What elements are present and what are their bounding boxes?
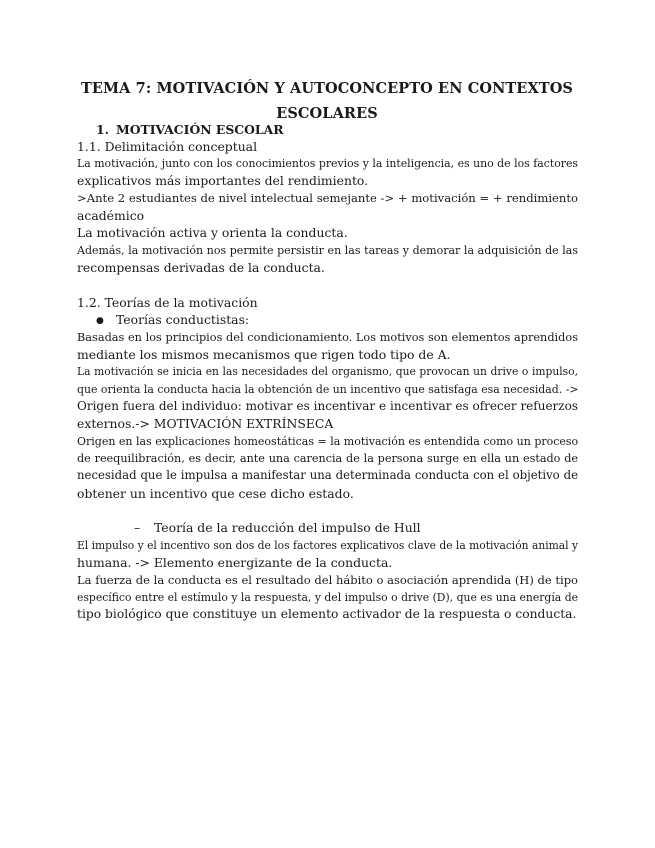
paragraph-line: académico (77, 208, 145, 223)
section-label: MOTIVACIÓN ESCOLAR (116, 122, 284, 137)
paragraph-line: La motivación, junto con los conocimientos previos y la inteligencia, es uno de los factores (77, 157, 578, 170)
paragraph-line: Además, la motivación nos permite persistir en las tareas y demorar la adquisición de las (77, 244, 578, 257)
paragraph-line: de reequilibración, es decir, ante una carencia de la persona surge en ella un estado de (77, 452, 578, 465)
paragraph-line: externos.-> MOTIVACIÓN EXTRÍNSECA (77, 416, 334, 431)
section-number: 1. (96, 122, 109, 137)
paragraph-line: mediante los mismos mecanismos que rigen todo tipo de A. (77, 347, 451, 362)
paragraph-line: explicativos más importantes del rendimiento. (77, 173, 369, 188)
paragraph-line: La motivación activa y orienta la conducta. (77, 225, 348, 240)
subheading-1-2: 1.2. Teorías de la motivación (77, 295, 258, 310)
paragraph-line: necesidad que le impulsa a manifestar una determinada conducta con el objetivo de (77, 468, 578, 482)
subheading-1-1: 1.1. Delimitación conceptual (77, 139, 258, 154)
dash-text: Teoría de la reducción del impulso de Hull (154, 520, 421, 535)
bullet-text: Teorías conductistas: (116, 312, 250, 327)
paragraph-line: específico entre el estímulo y la respuesta, y del impulso o drive (D), que es una energía de (77, 591, 578, 604)
dash-item (134, 519, 421, 536)
paragraph-line: que orienta la conducta hacia la obtención de un incentivo que satisfaga esa necesidad. -> (77, 383, 579, 396)
bullet-marker: ● (96, 316, 104, 326)
paragraph-line: La fuerza de la conducta es el resultado del hábito o asociación aprendida (H) de tipo (77, 573, 578, 587)
paragraph-line: Origen fuera del individuo: motivar es incentivar e incentivar es ofrecer refuerzos (77, 399, 578, 413)
paragraph-line: >Ante 2 estudiantes de nivel intelectual semejante -> + motivación = + rendimiento (77, 191, 578, 205)
title-line-1: TEMA 7: MOTIVACIÓN Y AUTOCONCEPTO EN CONTEXTOS (80, 80, 574, 97)
paragraph-line: Origen en las explicaciones homeostáticas = la motivación es entendida como un proceso (77, 435, 579, 448)
paragraph-line: humana. -> Elemento energizante de la conducta. (77, 555, 393, 570)
section-heading-1 (96, 121, 284, 138)
title-line-2: ESCOLARES (276, 105, 378, 122)
paragraph-line: recompensas derivadas de la conducta. (77, 260, 325, 275)
paragraph-line: obtener un incentivo que cese dicho estado. (77, 486, 354, 501)
paragraph-line: El impulso y el incentivo son dos de los factores explicativos clave de la motivación animal y (77, 539, 578, 552)
paragraph-line: La motivación se inicia en las necesidades del organismo, que provocan un drive o impulso, (77, 365, 578, 378)
dash-marker: – (134, 520, 141, 535)
document-title (76, 76, 578, 126)
paragraph-line: tipo biológico que constituye un elemento activador de la respuesta o conducta. (77, 607, 577, 621)
bullet-item (96, 311, 249, 330)
paragraph-line: Basadas en los principios del condicionamiento. Los motivos son elementos aprendidos (77, 331, 578, 344)
